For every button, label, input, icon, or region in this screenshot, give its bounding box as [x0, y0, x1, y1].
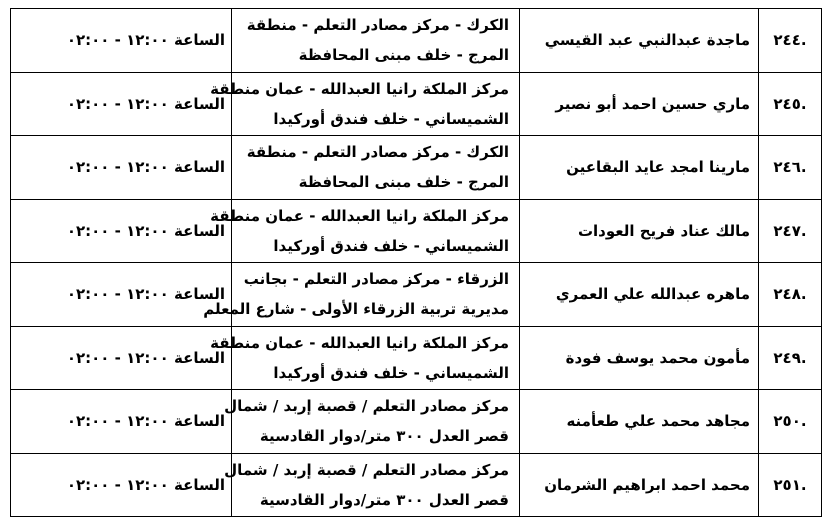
location-line-1: الزرقاء - مركز مصادر التعلم - بجانب — [243, 270, 509, 289]
table-row — [11, 326, 822, 390]
exam-time: الساعة ١٢:٠٠ - ٠٢:٠٠ — [11, 263, 232, 327]
exam-location — [210, 72, 520, 136]
location-line-2: الشميساني - خلف فندق أوركيدا — [273, 109, 509, 128]
candidate-name: محمد احمد ابراهيم الشرمان — [520, 453, 759, 517]
exam-location — [210, 326, 520, 390]
exam-location — [210, 199, 520, 263]
table-row — [11, 199, 822, 263]
location-line-2: قصر العدل ٣٠٠ متر/دوار القادسية — [259, 427, 509, 446]
location-line-1: الكرك - مركز مصادر التعلم - منطقة — [246, 16, 509, 35]
schedule-table — [10, 8, 822, 517]
row-number: .٢٥١ — [759, 453, 822, 517]
location-line-1: الكرك - مركز مصادر التعلم - منطقة — [246, 143, 509, 162]
location-line-2: قصر العدل ٣٠٠ متر/دوار القادسية — [259, 490, 509, 509]
exam-time: الساعة ١٢:٠٠ - ٠٢:٠٠ — [11, 72, 232, 136]
exam-time: الساعة ١٢:٠٠ - ٠٢:٠٠ — [11, 199, 232, 263]
location-line-1: مركز الملكة رانيا العبدالله - عمان منطقة — [210, 333, 509, 352]
table-row — [11, 263, 822, 327]
row-number: .٢٤٩ — [759, 326, 822, 390]
exam-time: الساعة ١٢:٠٠ - ٠٢:٠٠ — [11, 326, 232, 390]
table-row — [11, 72, 822, 136]
exam-time: الساعة ١٢:٠٠ - ٠٢:٠٠ — [11, 390, 232, 454]
candidate-name: مأمون محمد يوسف فودة — [520, 326, 759, 390]
row-number: .٢٥٠ — [759, 390, 822, 454]
exam-location — [232, 9, 520, 73]
candidate-name: ماهره عبدالله علي العمري — [520, 263, 759, 327]
schedule-body — [11, 9, 822, 517]
table-row — [11, 9, 822, 73]
location-line-2: مديرية تربية الزرقاء الأولى - شارع المعلم — [203, 300, 509, 319]
location-line-1: مركز مصادر التعلم / قصبة إربد / شمال — [224, 460, 509, 479]
location-line-2: الشميساني - خلف فندق أوركيدا — [273, 363, 509, 382]
exam-time: الساعة ١٢:٠٠ - ٠٢:٠٠ — [11, 9, 232, 73]
exam-time: الساعة ١٢:٠٠ - ٠٢:٠٠ — [11, 136, 232, 200]
row-number: .٢٤٦ — [759, 136, 822, 200]
table-row — [11, 453, 822, 517]
exam-location — [232, 136, 520, 200]
row-number: .٢٤٨ — [759, 263, 822, 327]
exam-location — [203, 263, 520, 327]
candidate-name: ماري حسين احمد أبو نصير — [520, 72, 759, 136]
candidate-name: مالك عناد فريح العودات — [520, 199, 759, 263]
location-line-2: المرج - خلف مبنى المحافظة — [298, 173, 509, 192]
table-row — [11, 390, 822, 454]
candidate-name: مجاهد محمد علي طعأمنه — [520, 390, 759, 454]
candidate-name: ماجدة عبدالنبي عبد القيسي — [520, 9, 759, 73]
candidate-name: مارينا امجد عايد البقاعين — [520, 136, 759, 200]
exam-location — [224, 453, 520, 517]
location-line-2: الشميساني - خلف فندق أوركيدا — [273, 236, 509, 255]
location-line-1: مركز الملكة رانيا العبدالله - عمان منطقة — [210, 79, 509, 98]
exam-location — [224, 390, 520, 454]
location-line-1: مركز الملكة رانيا العبدالله - عمان منطقة — [210, 206, 509, 225]
location-line-1: مركز مصادر التعلم / قصبة إربد / شمال — [224, 397, 509, 416]
row-number: .٢٤٤ — [759, 9, 822, 73]
location-line-2: المرج - خلف مبنى المحافظة — [298, 46, 509, 65]
table-row — [11, 136, 822, 200]
exam-time: الساعة ١٢:٠٠ - ٠٢:٠٠ — [11, 453, 232, 517]
row-number: .٢٤٧ — [759, 199, 822, 263]
row-number: .٢٤٥ — [759, 72, 822, 136]
